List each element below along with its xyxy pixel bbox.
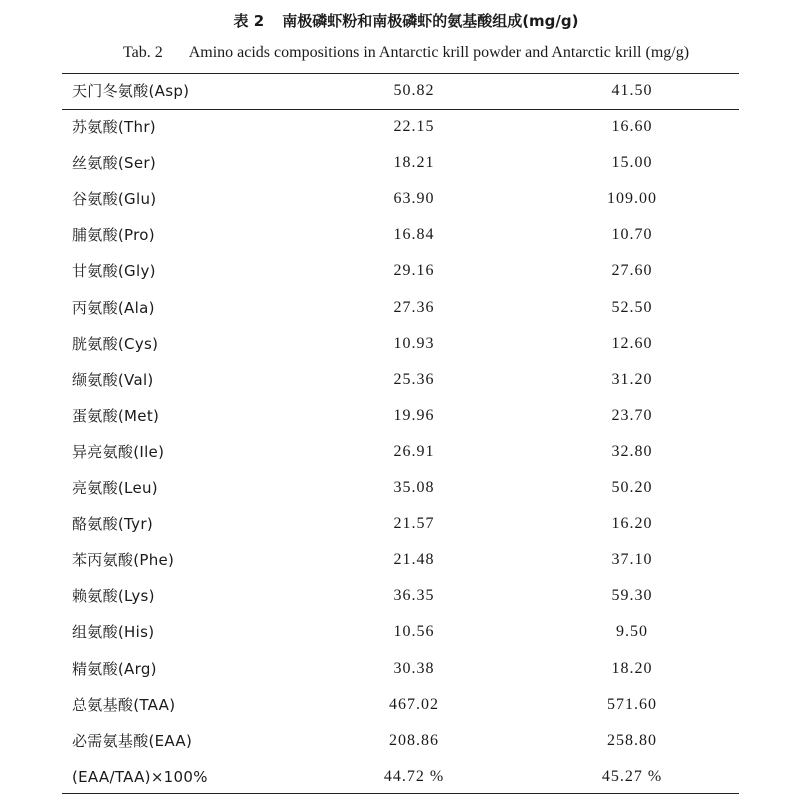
amino-acid-name: 赖氨酸(Lys)	[72, 587, 155, 606]
table-row	[62, 759, 739, 795]
krill-value: 31.20	[611, 370, 653, 388]
krill-value: 37.10	[611, 551, 653, 569]
krill-value: 9.50	[616, 623, 648, 641]
krill-powder-value: 27.36	[393, 298, 435, 316]
krill-powder-value: 36.35	[393, 587, 435, 605]
amino-acid-name: 蛋氨酸(Met)	[72, 406, 160, 425]
table-row	[62, 362, 739, 398]
amino-acid-name: 胱氨酸(Cys)	[72, 334, 159, 353]
amino-acid-name: 甘氨酸(Gly)	[72, 262, 156, 281]
krill-powder-value: 21.57	[393, 515, 435, 533]
table-row	[62, 109, 739, 145]
amino-acid-name: 酪氨酸(Tyr)	[72, 515, 153, 534]
krill-powder-value: 10.93	[393, 334, 435, 352]
table-row	[62, 145, 739, 181]
amino-acid-name: 苯丙氨酸(Phe)	[72, 551, 175, 570]
krill-powder-value: 35.08	[393, 479, 435, 496]
amino-acid-name: 异亮氨酸(Ile)	[72, 442, 165, 461]
krill-value: 16.20	[611, 515, 653, 533]
krill-powder-value: 50.82	[393, 82, 435, 99]
krill-powder-value: 18.21	[393, 154, 435, 172]
krill-value: 23.70	[611, 406, 653, 424]
krill-value: 27.60	[611, 262, 653, 280]
krill-powder-value: 44.72 %	[383, 767, 445, 785]
table-row	[62, 253, 739, 289]
krill-powder-value: 22.15	[393, 118, 435, 135]
amino-acid-name: 谷氨酸(Glu)	[72, 190, 157, 209]
krill-powder-value: 19.96	[393, 406, 435, 424]
table-row	[62, 434, 739, 470]
amino-acid-name: 脯氨酸(Pro)	[72, 226, 155, 245]
krill-powder-value: 26.91	[393, 442, 435, 460]
amino-acid-name: 必需氨基酸(EAA)	[72, 731, 193, 750]
table-number-en: Tab. 2	[122, 44, 163, 61]
krill-powder-value: 21.48	[393, 551, 435, 569]
krill-powder-value: 208.86	[389, 731, 439, 749]
amino-acid-name: 苏氨酸(Thr)	[72, 118, 156, 136]
amino-acid-name: 丙氨酸(Ala)	[72, 298, 155, 317]
krill-value: 15.00	[611, 154, 653, 172]
krill-value: 16.60	[611, 118, 653, 135]
table-title-en	[0, 42, 812, 64]
krill-value: 50.20	[611, 479, 653, 496]
amino-acid-name: 亮氨酸(Leu)	[72, 479, 158, 497]
table-row	[62, 290, 739, 326]
table-row	[62, 651, 739, 687]
krill-value: 12.60	[611, 334, 653, 352]
table-row	[62, 614, 739, 650]
krill-powder-value: 467.02	[389, 695, 439, 713]
table-row	[62, 181, 739, 217]
table-caption-en: Amino acids compositions in Antarctic krill powder and Antarctic krill (mg/g)	[188, 44, 690, 61]
krill-value: 571.60	[607, 695, 657, 713]
table-number-cn: 表 2	[233, 12, 265, 30]
table-row	[62, 687, 739, 723]
table-row	[62, 398, 739, 434]
krill-powder-value: 30.38	[393, 659, 435, 677]
krill-powder-value: 63.90	[393, 190, 435, 208]
krill-value: 45.27 %	[601, 767, 663, 785]
table-header-row	[62, 73, 739, 109]
table-title-cn	[0, 10, 812, 32]
krill-value: 41.50	[611, 82, 653, 99]
table-caption-cn: 南极磷虾粉和南极磷虾的氨基酸组成(mg/g)	[282, 12, 579, 30]
krill-value: 32.80	[611, 442, 653, 460]
krill-powder-value: 29.16	[393, 262, 435, 280]
krill-value: 109.00	[607, 190, 657, 208]
krill-value: 10.70	[611, 226, 653, 244]
table-row	[62, 506, 739, 542]
krill-powder-value: 16.84	[393, 226, 435, 244]
table-row	[62, 470, 739, 506]
amino-acid-name: (EAA/TAA)×100%	[72, 767, 208, 786]
krill-powder-value: 25.36	[393, 370, 435, 388]
krill-value: 59.30	[611, 587, 653, 605]
amino-acid-name: 丝氨酸(Ser)	[72, 154, 157, 173]
krill-value: 52.50	[611, 298, 653, 316]
krill-powder-value: 10.56	[393, 623, 435, 641]
table-row	[62, 542, 739, 578]
amino-acid-name: 缬氨酸(Val)	[72, 370, 154, 389]
krill-value: 18.20	[611, 659, 653, 677]
table-row	[62, 217, 739, 253]
krill-value: 258.80	[607, 731, 657, 749]
amino-acid-name: 总氨基酸(TAA)	[72, 695, 176, 714]
amino-acid-name: 天门冬氨酸(Asp)	[72, 82, 190, 100]
table-row	[62, 578, 739, 614]
amino-acid-name: 精氨酸(Arg)	[72, 659, 157, 678]
table-row	[62, 723, 739, 759]
amino-acid-name: 组氨酸(His)	[72, 623, 155, 642]
table-row	[62, 326, 739, 362]
